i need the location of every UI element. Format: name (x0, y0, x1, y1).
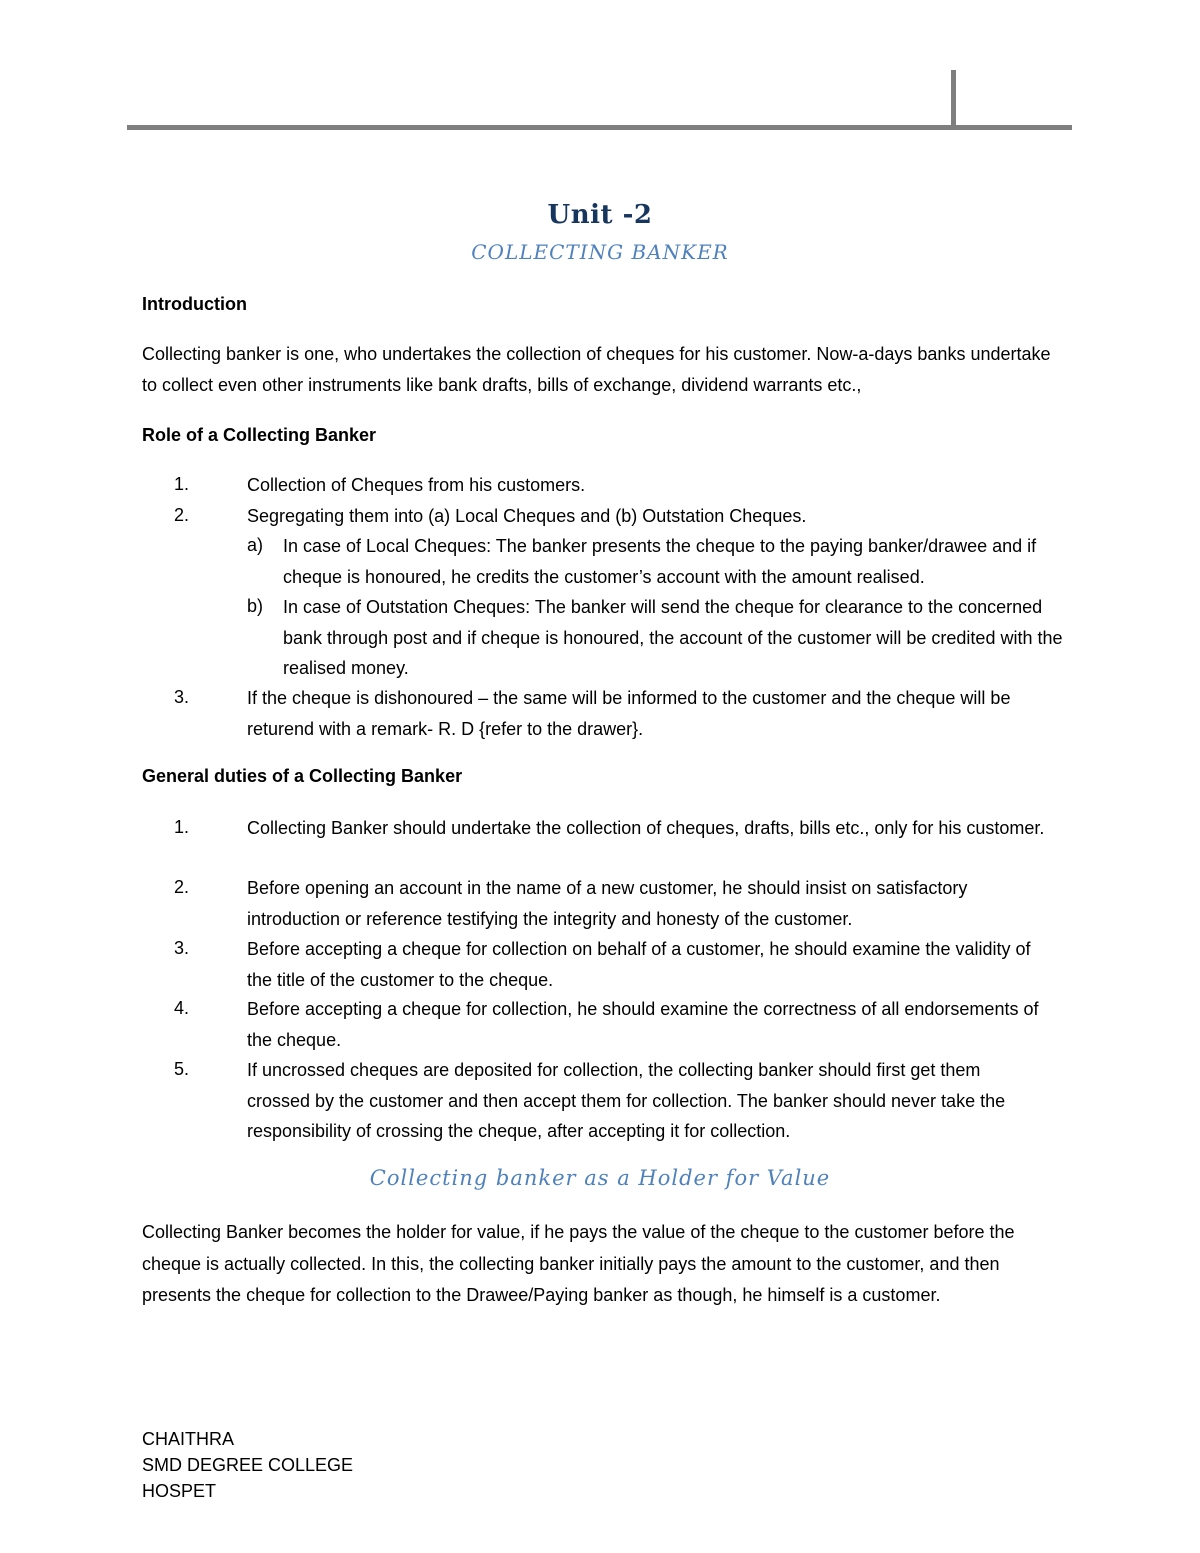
duty-item-number: 1. (174, 817, 190, 837)
footer-city: HOSPET (142, 1481, 217, 1501)
role-item-number: 3. (174, 687, 190, 707)
footer-college: SMD DEGREE COLLEGE (142, 1455, 354, 1475)
duty-item-number: 4. (174, 998, 190, 1018)
intro-heading: Introduction (142, 294, 247, 314)
role-item-text: Collection of Cheques from his customers. (247, 475, 586, 495)
duty-item-number: 3. (174, 938, 190, 958)
footer (142, 1426, 353, 1504)
duty-item-number: 2. (174, 877, 190, 897)
role-item-text: If the cheque is dishonoured – the same will be informed to the customer and the cheque will be returend with a remark- R. D {refer to the drawer}. (247, 688, 1011, 739)
role-subitem-text: In case of Local Cheques: The banker presents the cheque to the paying banker/drawee and if cheque is honoured, he credits the customer’s account with the amount realised. (283, 536, 1037, 587)
role-heading: Role of a Collecting Banker (142, 425, 377, 445)
duty-item-text: If uncrossed cheques are deposited for collection, the collecting banker should first get them crossed by the customer and then accept them for collection. The banker should never take the responsibility of crossing the cheque, after accepting it for collection. (247, 1060, 1006, 1141)
role-subitem-letter: a) (247, 535, 264, 555)
footer-author: CHAITHRA (142, 1429, 235, 1449)
role-item-number: 2. (174, 505, 190, 525)
holder-paragraph: Collecting Banker becomes the holder for value, if he pays the value of the cheque to the customer before the cheque is actually collected. In this, the collecting banker initially pays the amount to the customer, and then presents the cheque for collection to the Drawee/Paying banker as though, he himself is a customer. (142, 1222, 1015, 1305)
duty-item-text: Before opening an account in the name of a new customer, he should insist on satisfactory introduction or reference testifying the integrity and honesty of the customer. (247, 878, 968, 929)
header-rule (127, 125, 1072, 130)
page-subtitle: COLLECTING BANKER (471, 240, 729, 264)
role-subitem-letter: b) (247, 596, 264, 616)
role-subitem-text: In case of Outstation Cheques: The banker will send the cheque for clearance to the concerned bank through post and if cheque is honoured, the account of the customer will be credited with the realised money. (283, 597, 1063, 678)
duties-heading: General duties of a Collecting Banker (142, 766, 463, 786)
role-item-number: 1. (174, 474, 190, 494)
role-item-text: Segregating them into (a) Local Cheques and (b) Outstation Cheques. (247, 506, 807, 526)
duty-item-text: Before accepting a cheque for collection on behalf of a customer, he should examine the validity of the title of the customer to the cheque. (247, 939, 1031, 990)
duty-item-number: 5. (174, 1059, 190, 1079)
holder-heading: Collecting banker as a Holder for Value (369, 1166, 831, 1190)
header-rule-tick (951, 70, 956, 128)
duty-item-text: Collecting Banker should undertake the collection of cheques, drafts, bills etc., only for his customer. (247, 818, 1045, 838)
duty-item-text: Before accepting a cheque for collection, he should examine the correctness of all endorsements of the cheque. (247, 999, 1039, 1050)
page-title: Unit -2 (547, 200, 653, 230)
intro-paragraph: Collecting banker is one, who undertakes the collection of cheques for his customer. Now-a-days banks undertake to collect even other instruments like bank drafts, bills of exchange, dividend warrants etc., (142, 344, 1051, 395)
